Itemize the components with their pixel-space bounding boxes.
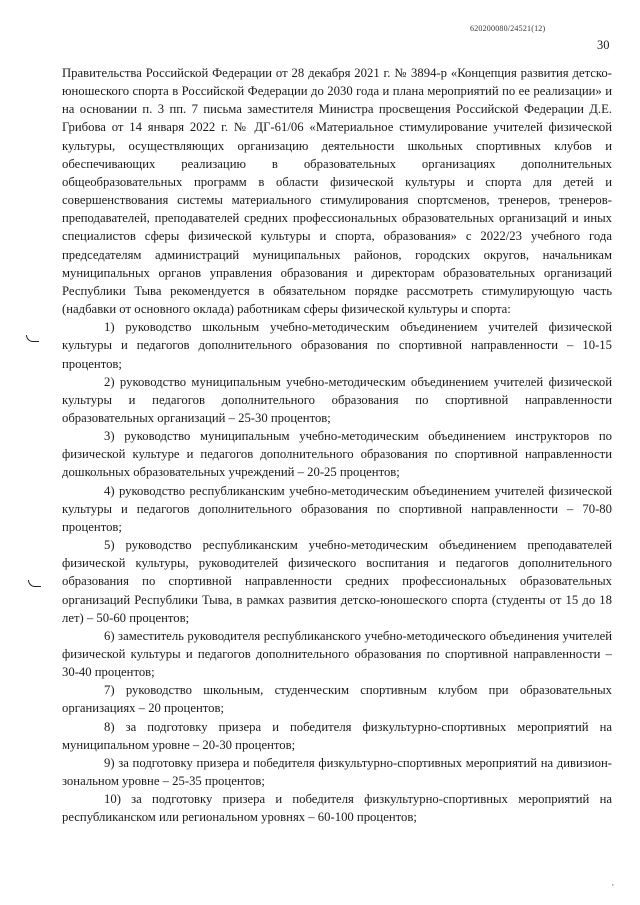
- list-item-9: 9) за подготовку призера и победителя физкультурно-спортивных мероприятий на дивизион-зональном уровне – 25-35 процентов;: [62, 755, 612, 789]
- list-item-3: 3) руководство муниципальным учебно-методическим объединением инструкторов по физической культуре и педагогов дополнительного образования по спортивной направленности дошкольных образовательных учреждений – 20-25 процентов;: [62, 429, 612, 480]
- page-number: 30: [597, 38, 610, 52]
- list-item-2: 2) руководство муниципальным учебно-методическим объединением учителей физической культуры и педагогов дополнительного образования по спортивной направленности образовательных организаций – 25-30 процентов;: [62, 374, 612, 425]
- list-item-8: 8) за подготовку призера и победителя физкультурно-спортивных мероприятий на муниципальном уровне – 20-30 процентов;: [62, 719, 612, 752]
- margin-hole-mark: [26, 335, 39, 342]
- list-item-6: 6) заместитель руководителя республиканского учебно-методического объединения учителей физической культуры и педагогов дополнительного образования по спортивной направленности – 30-40 процентов;: [62, 628, 612, 680]
- list-item-5: 5) руководство республиканским учебно-методическим объединением преподавателей физической культуры, руководителей физического воспитания и педагогов дополнительного образования по спортивной направленности средних профессиональных образовательных организаций Республики Тыва, в рамках развития детско-юношеского спорта (студенты от 15 до 18 лет) – 50-60 процентов;: [62, 538, 612, 625]
- list-item-10: 10) за подготовку призера и победителя физкультурно-спортивных мероприятий на республиканском или региональном уровнях – 60-100 процентов;: [62, 792, 612, 825]
- list-item-1: 1) руководство школьным учебно-методическим объединением учителей физической культуры и педагогов дополнительного образования по спортивной направленности – 10-15 процентов;: [62, 320, 612, 371]
- corner-scribble-mark: ᐝ: [610, 881, 617, 897]
- document-body: [62, 64, 612, 827]
- paragraph-intro: Правительства Российской Федерации от 28 декабря 2021 г. № 3894-р «Концепция развития детско-юношеского спорта в Российской Федерации до 2030 года и плана мероприятий по ее реализации» и на основании п. 3 пп. 7 письма заместителя Министра просвещения Российской Федерации Д.Е. Грибова от 14 января 2022 г. № ДГ-61/06 «Материальное стимулирование учителей физической культуры, осуществляющих организацию деятельности школьных спортивных клубов и обеспечивающих реализацию в образовательных организациях дополнительных общеобразовательных программ в области физической культуры и спорта для детей и совершенствования системы материального стимулирования спортсменов, тренеров, тренеров-преподавателей, преподавателей средних профессиональных образовательных организаций и иных специалистов сферы физической культуры и спорта, образования» с 2022/23 учебного года председателям администраций муниципальных районов, городских округов, начальникам муниципальных органов управления образования и директорам образовательных организаций Республики Тыва рекомендуется в обязательном порядке рассмотреть стимулирующую часть (надбавки от основного оклада) работникам сферы физической культуры и спорта:: [62, 66, 612, 317]
- margin-hole-mark: [28, 580, 41, 587]
- list-item-4: 4) руководство республиканским учебно-методическим объединением учителей физической культуры и педагогов дополнительного образования по спортивной направленности – 70-80 процентов;: [62, 483, 612, 534]
- list-item-7: 7) руководство школьным, студенческим спортивным клубом при образовательных организациях – 20 процентов;: [62, 683, 612, 716]
- document-number: 620200080/24521(12): [470, 24, 546, 33]
